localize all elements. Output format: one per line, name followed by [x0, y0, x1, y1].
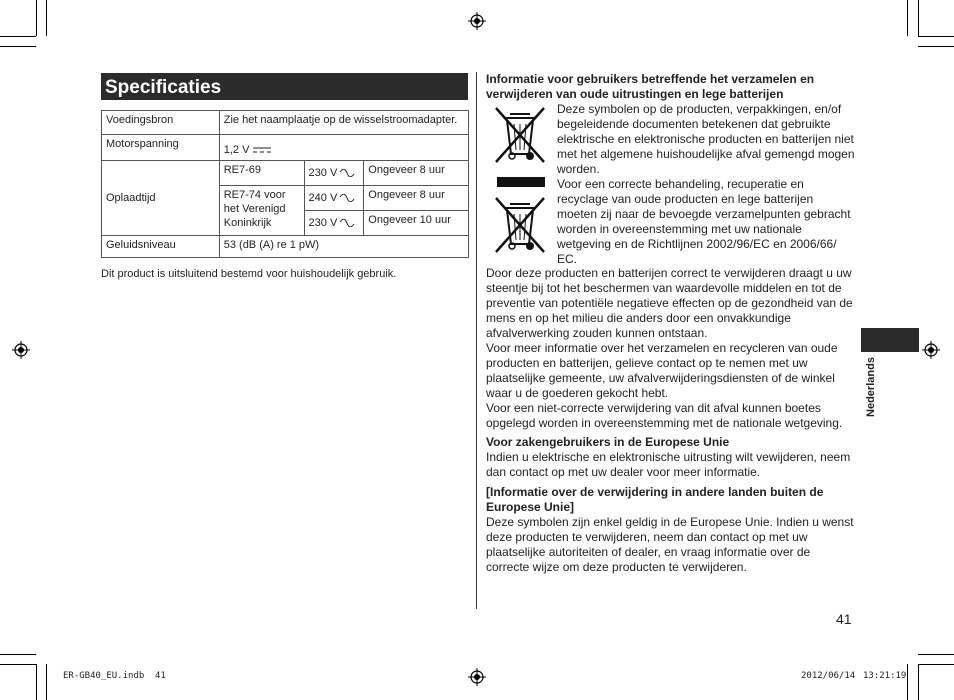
text-line: deze producten te verwijderen, neem dan contact op met uw: [486, 530, 808, 544]
registration-mark-icon: [468, 668, 486, 686]
section-title: Specificaties: [101, 73, 468, 100]
time-value: Ongeveer 8 uur: [364, 161, 469, 186]
text-line: dan contact op met uw dealer voor meer informatie.: [486, 465, 761, 479]
text-line: Voor een correcte behandeling, recuperatie en: [557, 177, 804, 191]
ac-symbol-icon: [339, 169, 355, 177]
text-line: elektrische en elektronische producten en batterijen niet: [557, 132, 854, 146]
crop-mark: [907, 664, 908, 700]
spec-table: [101, 110, 469, 258]
text-line: Deze symbolen op de producten, verpakkingen, en/of: [557, 102, 842, 116]
text-line: wetgeving en de Richtlijnen 2002/96/EC en 2006/66/: [557, 237, 837, 251]
table-row: [102, 135, 469, 161]
crop-mark: [918, 36, 954, 37]
ac-symbol-icon: [339, 219, 355, 227]
text-line: met het algemene huishoudelijke afval gemengd mogen: [557, 147, 855, 161]
dc-symbol-icon: [253, 146, 271, 154]
text-line: Voor meer informatie over het verzamelen en recycleren van oude: [486, 341, 838, 355]
text-line: recyclage van oude producten en lege batterijen: [557, 192, 814, 206]
text-line: EC.: [557, 252, 578, 266]
text-line: afvalverwerking zouden kunnen ontstaan.: [486, 326, 708, 340]
registration-mark-icon: [468, 12, 486, 30]
spec-label: Geluidsniveau: [102, 236, 220, 258]
text-line: moeten zij naar de bevoegde verzamelpunten gebracht: [557, 207, 851, 221]
crossed-bin-chemical-icon: [492, 194, 548, 256]
text-line: Indien u elektrische en elektronische uitrusting wilt vewijderen, neem: [486, 450, 851, 464]
footer-date: 2012/06/14: [801, 671, 856, 681]
time-value: Ongeveer 8 uur: [364, 186, 469, 211]
footnote: Dit product is uitsluitend bestemd voor huishoudelijk gebruik.: [101, 268, 397, 280]
time-value: Ongeveer 10 uur: [364, 211, 469, 236]
text-line: worden in overeenstemming met uw nationale: [557, 222, 802, 236]
voltage-value: 230 V: [308, 217, 338, 229]
spec-label: Motorspanning: [102, 135, 220, 161]
language-label: Nederlands: [865, 357, 877, 417]
text-line: waar u de goederen gekocht hebt.: [486, 386, 669, 400]
black-bar: [497, 177, 545, 187]
spec-value: 53 (dB (A) re 1 pW): [219, 236, 468, 258]
text-line: plaatselijke autoriteiten of dealer, en vraag informatie over de: [486, 545, 811, 559]
text-line: correcte wijze om deze producten te verwijderen.: [486, 560, 747, 574]
table-row: [102, 236, 469, 258]
paragraph-benefit: [486, 266, 858, 431]
text-line: worden.: [557, 162, 600, 176]
text-line: steentje bij tot het beschermen van waardevolle middelen en tot de: [486, 281, 842, 295]
registration-mark-icon: [922, 341, 940, 359]
text-line: plaatselijke gemeente, uw afvalverwijderingsdiensten of de winkel: [486, 371, 835, 385]
heading-line: verwijderen van oude uitrustingen en lege batterijen: [486, 87, 784, 101]
crop-mark: [36, 664, 37, 700]
registration-mark-icon: [12, 341, 30, 359]
page-number: 41: [836, 611, 852, 627]
crop-mark: [918, 654, 954, 655]
paragraph-symbols: [557, 102, 857, 177]
crop-mark: [918, 664, 954, 665]
crop-mark: [918, 664, 919, 700]
crop-mark: [918, 46, 954, 47]
heading-line: Informatie voor gebruikers betreffende het verzamelen en: [486, 72, 815, 86]
crop-mark: [0, 36, 36, 37]
business-heading: Voor zakengebruikers in de Europese Unie: [486, 435, 730, 449]
column-divider: [476, 72, 477, 609]
voltage-value: 240 V: [308, 192, 338, 204]
crossed-bin-icon: [492, 104, 548, 166]
outside-heading: Europese Unie]: [486, 500, 575, 514]
outside-heading: [Informatie over de verwijdering in andere landen buiten de: [486, 485, 824, 499]
footer-file: ER-GB40_EU.indb: [63, 671, 145, 681]
ac-symbol-icon: [339, 194, 355, 202]
crop-mark: [46, 664, 47, 700]
text-line: Deze symbolen zijn enkel geldig in de Europese Unie. Indien u wenst: [486, 515, 854, 529]
outside-eu-section: [486, 485, 858, 575]
crop-mark: [0, 46, 36, 47]
disposal-heading: [486, 72, 856, 102]
text-line: opgelegd worden in overeenstemming met de nationale wetgeving.: [486, 416, 843, 430]
table-row: [102, 161, 469, 186]
paragraph-treatment: [557, 177, 857, 267]
text-line: Voor een niet-correcte verwijdering van dit afval kunnen boetes: [486, 401, 821, 415]
model-name: RE7-69: [219, 161, 304, 186]
text-line: preventie van potentiële negatieve effecten op de gezondheid van de: [486, 296, 853, 310]
business-section: [486, 435, 858, 480]
crop-mark: [918, 0, 919, 36]
voltage-cell: [304, 161, 364, 186]
spec-value: Zie het naamplaatje op de wisselstroomadapter.: [219, 111, 468, 135]
text-line: Door deze producten en batterijen correct te verwijderen draagt u uw: [486, 266, 852, 280]
spec-value: [219, 135, 468, 161]
voltage-value: 230 V: [308, 167, 338, 179]
crop-mark: [0, 654, 36, 655]
text-line: begeleidende documenten betekenen dat gebruikte: [557, 117, 831, 131]
footer-time: 13:21:19: [863, 671, 907, 681]
spec-label: Oplaadtijd: [102, 161, 220, 236]
text-line: producten en batterijen, gelieve contact op te nemen met uw: [486, 356, 808, 370]
table-row: [102, 111, 469, 135]
motor-voltage: 1,2 V: [223, 143, 250, 156]
voltage-cell: [304, 211, 364, 236]
title-rule: [101, 100, 468, 102]
footer-file-page: 41: [155, 671, 166, 681]
crop-mark: [46, 0, 47, 36]
crop-mark: [36, 0, 37, 36]
model-name: RE7-74 voor het Verenigd Koninkrijk: [219, 186, 304, 236]
voltage-cell: [304, 186, 364, 211]
crop-mark: [0, 664, 36, 665]
spec-label: Voedingsbron: [102, 111, 220, 135]
text-line: mens en op het milieu die anders door een onvakkundige: [486, 311, 791, 325]
crop-mark: [907, 0, 908, 36]
